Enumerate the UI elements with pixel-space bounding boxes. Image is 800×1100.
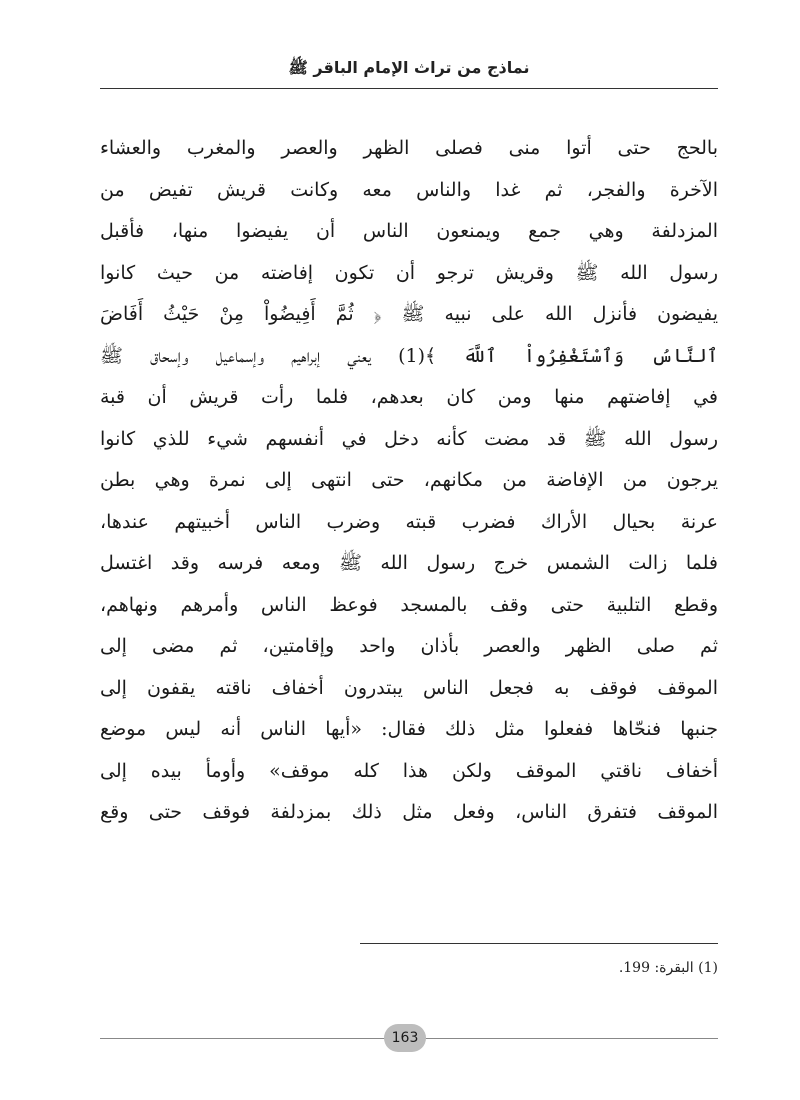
text-line: يرجون من الإفاضة من مكانهم، حتى انتهى إلى نمرة وهي بطن: [100, 469, 718, 491]
footnote-divider: [360, 943, 718, 944]
text-line: جنبها فنحّاها ففعلوا مثل ذلك فقال: «أيها الناس أنه ليس موضع: [100, 718, 718, 740]
text-line: وقطع التلبية حتى وقف بالمسجد فوعظ الناس وأمرهم ونهاهم،: [100, 593, 718, 616]
text-line: يفيضون فأنزل الله على نبيه ﷺ ﴿ ثُمَّ أَفِيضُواْ مِنْ حَيْثُ أَفَاضَ: [100, 303, 718, 325]
text-line: أخفاف ناقتي الموقف ولكن هذا كله موقف» وأومأ بيده إلى: [100, 759, 718, 782]
page-number: 163: [384, 1024, 426, 1052]
text-line: بالحج حتى أتوا منى فصلى الظهر والعصر والمغرب والعشاء: [100, 137, 718, 159]
text-line: فلما زالت الشمس خرج رسول الله ﷺ ومعه فرسه وقد اغتسل: [100, 552, 718, 574]
text-line: عرنة بحيال الأراك فضرب قبته وضرب الناس أخبيتهم عندها،: [100, 510, 718, 533]
text-line: في إفاضتهم منها ومن كان بعدهم، فلما رأت قريش أن قبة: [100, 386, 718, 408]
text-line: رسول الله ﷺ قد مضت كأنه دخل في أنفسهم شيء للذي كانوا: [100, 427, 718, 450]
footnote: (1) البقرة: 199.: [618, 960, 718, 976]
text-line: المزدلفة وهي جمع ويمنعون الناس أن يفيضوا منها، فأقبل: [100, 220, 718, 242]
text-line: الموقف فوقف به فجعل الناس يبتدرون أخفاف ناقته يقفون إلى: [100, 676, 718, 699]
running-header: نماذج من تراث الإمام الباقر ﷺ: [288, 58, 530, 77]
text-line: رسول الله ﷺ وقريش ترجو أن تكون إفاضته من حيث كانوا: [100, 261, 718, 284]
body-text: [100, 128, 718, 834]
text-line: الموقف فتفرق الناس، وفعل مثل ذلك بمزدلفة فوقف حتى وقع: [100, 801, 718, 823]
text-line: ثم صلى الظهر والعصر بأذان واحد وإقامتين، ثم مضى إلى: [100, 635, 718, 657]
header-divider: [100, 88, 718, 89]
text-line: الآخرة والفجر، ثم غدا والناس معه وكانت قريش تفيض من: [100, 178, 718, 201]
text-line: ٱلنَّاسُ وَٱسْتَغْفِرُواْ ٱللَّهَ ﴾(1) يعني إبراهيم وإسماعيل وإسحاق ﷺ: [100, 344, 718, 367]
